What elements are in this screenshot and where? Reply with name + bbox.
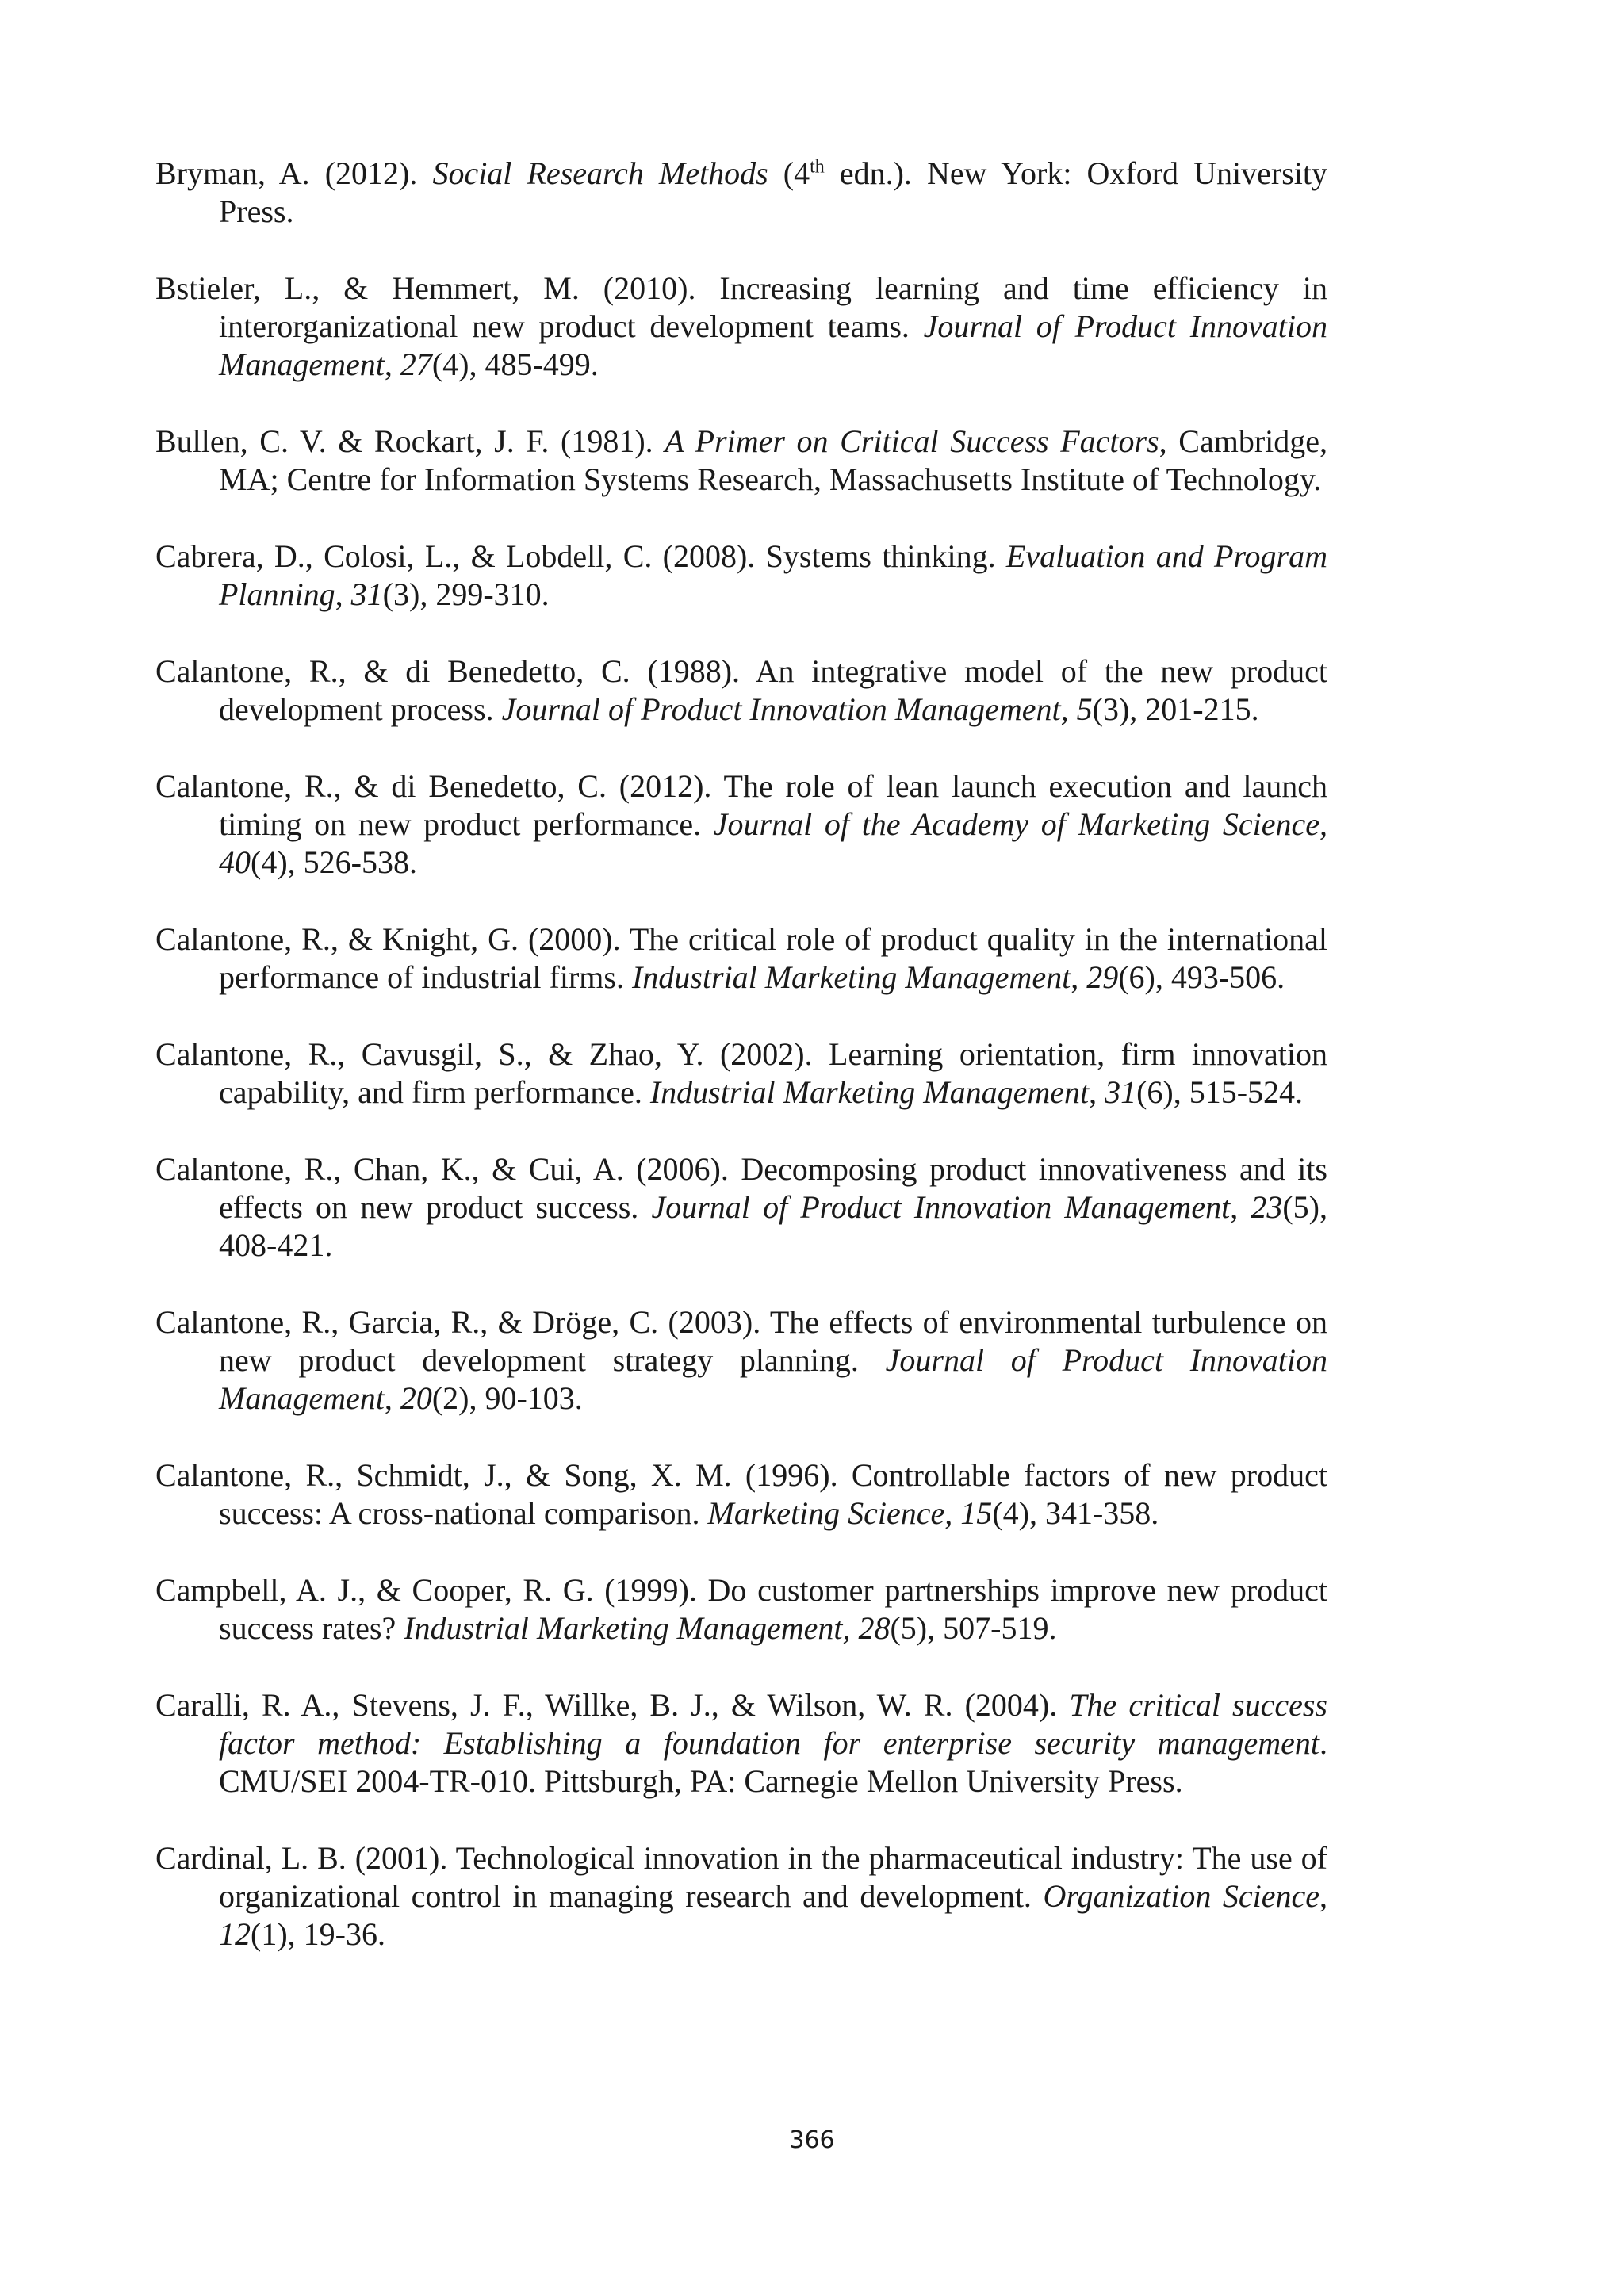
reference-italic-text: 31: [350, 576, 383, 612]
reference-italic-text: Journal of Product Innovation Management: [219, 308, 1327, 382]
reference-entry: [155, 652, 1327, 729]
reference-text: (6), 493-506.: [1118, 959, 1285, 995]
reference-list: [155, 155, 1327, 1992]
reference-italic-text: Industrial Marketing Management, 28: [404, 1610, 891, 1646]
reference-entry: [155, 1839, 1327, 1954]
reference-text: Campbell, A. J., & Cooper, R. G. (1999). Do customer partnerships improve new product success rates?: [155, 1572, 1327, 1646]
reference-text: Calantone, R., & di Benedetto, C. (2012). The role of lean launch execution and launch timing on new product performance.: [155, 768, 1327, 842]
reference-text: (4: [768, 155, 810, 191]
reference-text: (1), 19-36.: [251, 1916, 385, 1952]
reference-text: Calantone, R., Garcia, R., & Dröge, C. (2003). The effects of environmental turbulence on new product development strategy planning.: [155, 1304, 1327, 1378]
reference-text: ,: [384, 346, 400, 382]
reference-italic-text: 27: [400, 346, 432, 382]
reference-italic-text: A Primer on Critical Success Factors: [665, 423, 1159, 459]
reference-italic-text: Journal of Product Innovation Management: [651, 1189, 1231, 1225]
reference-italic-text: 12: [219, 1916, 251, 1952]
reference-text: Cabrera, D., Colosi, L., & Lobdell, C. (2008). Systems thinking.: [155, 538, 1006, 574]
reference-text: (4), 485-499.: [431, 346, 599, 382]
reference-italic-text: Journal of Product Innovation Management: [219, 1342, 1328, 1416]
reference-italic-text: Evaluation and Program Planning: [219, 538, 1327, 612]
reference-text: Calantone, R., Cavusgil, S., & Zhao, Y. (2002). Learning orientation, firm innovation capability, and firm performance.: [155, 1036, 1327, 1110]
reference-text: Bstieler, L., & Hemmert, M. (2010). Increasing learning and time efficiency in interorganizational new product development teams.: [155, 270, 1327, 344]
reference-text: ,: [1089, 1074, 1105, 1110]
reference-italic-text: Industrial Marketing Management: [649, 1074, 1090, 1110]
reference-text: ,: [1320, 1878, 1327, 1914]
reference-italic-text: 31: [1105, 1074, 1137, 1110]
page-number: 366: [789, 2126, 835, 2154]
reference-text: Bryman, A. (2012).: [155, 155, 433, 191]
reference-text: Bullen, C. V. & Rockart, J. F. (1981).: [155, 423, 665, 459]
reference-entry: [155, 538, 1327, 614]
reference-entry: [155, 270, 1327, 384]
reference-entry: [155, 1686, 1327, 1800]
reference-italic-text: Marketing Science, 15: [707, 1495, 993, 1531]
reference-text: . CMU/SEI 2004-TR-010. Pittsburgh, PA: Carnegie Mellon University Press.: [219, 1725, 1327, 1799]
reference-text: ,: [335, 576, 351, 612]
reference-text: , Cambridge, MA; Centre for Information Systems Research, Massachusetts Institute of Technology.: [219, 423, 1328, 497]
reference-text: (4), 341-358.: [992, 1495, 1159, 1531]
reference-entry: [155, 920, 1327, 997]
reference-text: (2), 90-103.: [431, 1380, 583, 1416]
reference-text: (5), 408-421.: [219, 1189, 1327, 1263]
reference-text: ,: [1071, 959, 1087, 995]
reference-entry: [155, 1456, 1327, 1533]
reference-text: ,: [1230, 1189, 1251, 1225]
reference-text: (5), 507-519.: [890, 1610, 1057, 1646]
reference-italic-text: The critical success factor method: Establishing a foundation for enterprise security management: [219, 1687, 1327, 1761]
reference-italic-text: Journal of the Academy of Marketing Science, 40: [219, 806, 1328, 880]
reference-entry: [155, 1150, 1327, 1265]
reference-entry: [155, 423, 1327, 499]
reference-italic-text: 23: [1251, 1189, 1283, 1225]
reference-italic-text: Journal of Product Innovation Management, 5: [501, 691, 1093, 727]
reference-italic-text: Industrial Marketing Management: [631, 959, 1071, 995]
reference-entry: [155, 767, 1327, 882]
reference-italic-text: Organization Science: [1043, 1878, 1320, 1914]
reference-italic-text: Social Research Methods: [432, 155, 768, 191]
reference-entry: [155, 1035, 1327, 1112]
reference-text: Cardinal, L. B. (2001). Technological innovation in the pharmaceutical industry: The use of organizational control in managing research and development.: [155, 1840, 1327, 1914]
reference-entry: [155, 1303, 1327, 1418]
reference-text: (4), 526-538.: [251, 844, 417, 880]
reference-text: ,: [384, 1380, 400, 1416]
reference-italic-text: 20: [400, 1380, 432, 1416]
reference-superscript: th: [810, 156, 825, 178]
reference-text: (3), 201-215.: [1092, 691, 1259, 727]
reference-text: Calantone, R., Schmidt, J., & Song, X. M. (1996). Controllable factors of new product success: A cross-national comparison.: [155, 1457, 1327, 1531]
reference-text: Calantone, R., Chan, K., & Cui, A. (2006). Decomposing product innovativeness and its effects on new product success.: [155, 1151, 1327, 1225]
reference-italic-text: 29: [1086, 959, 1119, 995]
reference-text: edn.). New York: Oxford University Press.: [219, 155, 1328, 229]
reference-text: (3), 299-310.: [382, 576, 550, 612]
reference-entry: [155, 1571, 1327, 1647]
reference-text: Calantone, R., & di Benedetto, C. (1988). An integrative model of the new product development process.: [155, 653, 1327, 727]
reference-text: (6), 515-524.: [1136, 1074, 1304, 1110]
reference-text: Caralli, R. A., Stevens, J. F., Willke, B. J., & Wilson, W. R. (2004).: [155, 1687, 1070, 1723]
reference-entry: [155, 155, 1327, 231]
reference-text: Calantone, R., & Knight, G. (2000). The critical role of product quality in the international performance of industrial firms.: [155, 921, 1327, 995]
